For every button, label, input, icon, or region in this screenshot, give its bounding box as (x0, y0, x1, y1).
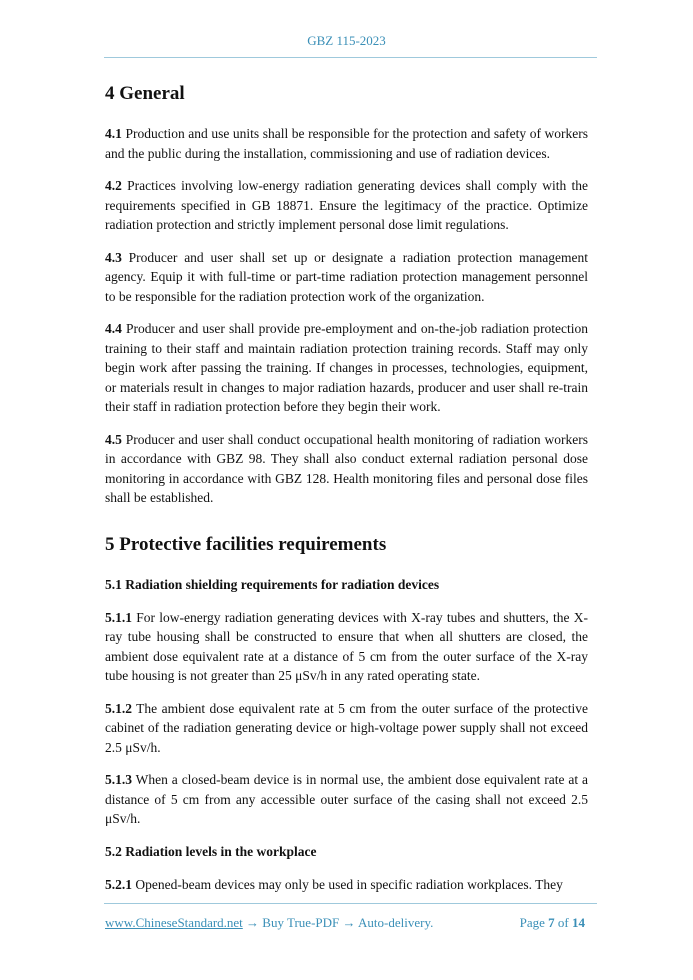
clause-number: 5.1.1 (105, 609, 132, 625)
clause-text: Production and use units shall be responsible for the protection and safety of workers and the public during the installation, commissioning and use of radiation devices. (105, 126, 588, 161)
clause-4-2 (105, 176, 588, 235)
subsection-5-2-title: 5.2 Radiation levels in the workplace (105, 843, 317, 859)
clause-5-1-2 (105, 699, 588, 758)
clause-4-4 (105, 319, 588, 417)
clause-4-5 (105, 430, 588, 508)
header-divider (104, 57, 597, 58)
section-4-title: 4 General (105, 83, 185, 104)
page-total: 14 (572, 915, 585, 930)
clause-text: The ambient dose equivalent rate at 5 cm from the outer surface of the protective cabinet of the radiation generating device or high-voltage power supply shall not exceed 2.5 μSv/h. (105, 700, 588, 755)
page-body (105, 82, 588, 894)
clause-number: 5.1.2 (105, 700, 132, 716)
clause-5-1-3 (105, 770, 588, 829)
buy-pdf-link[interactable]: Buy True-PDF (262, 915, 340, 930)
clause-text: Producer and user shall conduct occupational health monitoring of radiation workers in accordance with GBZ 98. They shall also conduct external radiation personal dose monitoring in accordance with GBZ 128. Health monitoring files and personal dose files shall be established. (105, 431, 588, 505)
clause-number: 4.1 (105, 126, 122, 141)
clause-text: Practices involving low-energy radiation generating devices shall comply with the requirements specified in GB 18871. Ensure the legitimacy of the practice. Optimize radiation protection and strictly implement personal dose limit regulations. (105, 178, 588, 232)
clause-number: 4.3 (105, 249, 122, 265)
arrow-icon: → (242, 915, 263, 930)
clause-4-1 (105, 124, 588, 163)
clause-text: Producer and user shall provide pre-employment and on-the-job radiation protection training to their staff and maintain radiation protection training records. Staff may only begin work after passing the training. If changes in processes, technologies, equipment, or materials result in changes to major radiation hazards, producer and user shall re-train their staff in radiation protection before they begin their work. (105, 321, 588, 414)
clause-4-3 (105, 248, 588, 307)
page-indicator (520, 915, 585, 931)
clause-text: When a closed-beam device is in normal use, the ambient dose equivalent rate at a distance of 5 cm from any accessible outer surface of the casing shall not exceed 2.5 μSv/h. (105, 772, 588, 826)
clause-number: 5.1.3 (105, 772, 132, 787)
site-link[interactable]: www.ChineseStandard.net (105, 915, 243, 930)
clause-text: Producer and user shall set up or designate a radiation protection management agency. Equip it with full-time or part-time radiation protection management personnel to be responsible for the radiation protection work of the organization. (105, 249, 588, 304)
page-header (104, 33, 589, 49)
delivery-text: Auto-delivery. (358, 915, 434, 930)
clause-number: 4.5 (105, 431, 122, 447)
clause-5-2-1 (105, 875, 588, 895)
page-current: 7 (548, 915, 555, 930)
footer-divider (104, 903, 597, 904)
document-id: GBZ 115-2023 (307, 33, 386, 48)
section-5-title: 5 Protective facilities requirements (105, 533, 387, 555)
clause-number: 4.4 (105, 321, 122, 336)
clause-number: 5.2.1 (105, 876, 132, 892)
subsection-5-1-title: 5.1 Radiation shielding requirements for radiation devices (105, 576, 440, 592)
footer-promo (105, 915, 433, 931)
clause-number: 4.2 (105, 178, 122, 193)
page-of: of (557, 915, 569, 930)
clause-text: For low-energy radiation generating devices with X-ray tubes and shutters, the X-ray tube housing shall be constructed to ensure that when all shutters are closed, the ambient dose equivalent rate at a distance of 5 cm from the outer surface of the X-ray tube housing is not greater than 25 μSv/h in any rated operating state. (105, 609, 588, 683)
page-label: Page (519, 915, 545, 930)
clause-text: Opened-beam devices may only be used in specific radiation workplaces. They (132, 876, 563, 892)
clause-5-1-1 (105, 608, 588, 686)
arrow-icon: → (339, 915, 359, 930)
